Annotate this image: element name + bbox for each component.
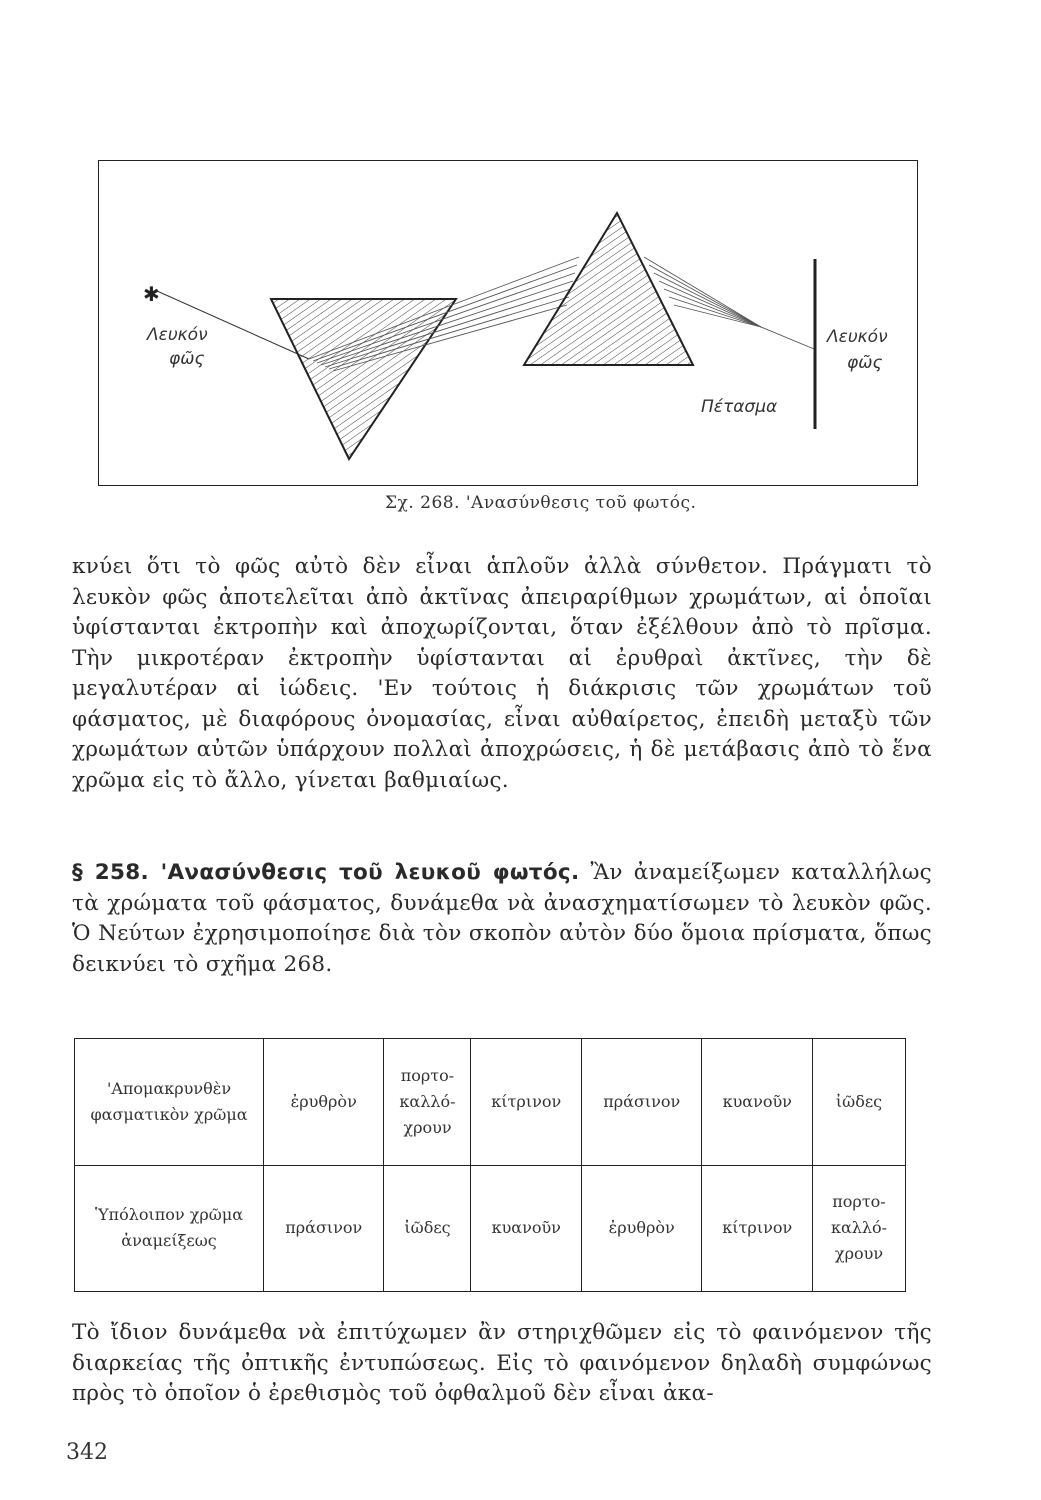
table-cell: κυανοῦν bbox=[471, 1165, 582, 1292]
table-cell: κυανοῦν bbox=[702, 1039, 813, 1166]
color-table bbox=[74, 1038, 906, 1292]
table-cell: κίτρινον bbox=[702, 1165, 813, 1292]
section-heading: § 258. 'Ανασύνθεσις τοῦ λευκοῦ φωτός. bbox=[72, 860, 580, 885]
table-cell: ἰῶδες bbox=[384, 1165, 471, 1292]
table-cell: κίτρινον bbox=[471, 1039, 582, 1166]
figure-caption: Σχ. 268. 'Ανασύνθεσις τοῦ φωτός. bbox=[385, 493, 697, 513]
inverted-prism bbox=[271, 299, 456, 459]
table-cell: πράσινον bbox=[581, 1039, 701, 1166]
table-row bbox=[75, 1039, 906, 1166]
page-number: 342 bbox=[66, 1440, 108, 1465]
right-label-1: Λευκόν bbox=[827, 327, 888, 347]
table-cell: πορτο-καλλό-χρουν bbox=[813, 1165, 906, 1292]
prism-diagram bbox=[99, 161, 919, 487]
row-header: 'Απομακρυνθὲν φασματικὸν χρῶμα bbox=[75, 1039, 264, 1166]
right-label-2: φῶς bbox=[847, 353, 883, 373]
light-source-icon: ✱ bbox=[143, 282, 160, 306]
paragraph-1: κνύει ὅτι τὸ φῶς αὐτὸ δὲν εἶναι ἁπλοῦν ἀλλὰ σύνθετον. Πράγματι τὸ λευκὸν φῶς ἀποτελεῖται ἀπὸ ἀκτῖνας ἀπειραρίθμων χρωμάτων, αἱ ὁποῖαι ὑφίστανται ἐκτροπὴν καὶ ἀποχωρίζονται, ὅταν ἐξέλθουν ἀπὸ τὸ πρῖσμα. Τὴν μικροτέραν ἐκτροπὴν ὑφίστανται αἱ ἐρυθραὶ ἀκτῖνες, τὴν δὲ μεγαλυτέραν αἱ ἰώδεις. 'Εν τούτοις ἡ διάκρισις τῶν χρωμάτων τοῦ φάσματος, μὲ διαφόρους ὀνομασίας, εἶναι αὐθαίρετος, ἐπειδὴ μεταξὺ τῶν χρωμάτων αὐτῶν ὑπάρχουν πολλαὶ ἀποχρώσεις, ἡ δὲ μετάβασις ἀπὸ τὸ ἕνα χρῶμα εἰς τὸ ἄλλο, γίνεται βαθμιαίως. bbox=[72, 554, 932, 793]
table-row bbox=[75, 1165, 906, 1292]
row-header: Ὑπόλοιπον χρῶμα ἀναμείξεως bbox=[75, 1165, 264, 1292]
left-label-2: φῶς bbox=[169, 349, 205, 369]
left-label-1: Λευκόν bbox=[147, 325, 208, 345]
table-cell: ἐρυθρὸν bbox=[581, 1165, 701, 1292]
paragraph-2: Τὸ ἴδιον δυνάμεθα νὰ ἐπιτύχωμεν ἂν στηριχθῶμεν εἰς τὸ φαινόμενον τῆς διαρκείας τῆς ὀπτικῆς ἐντυπώσεως. Εἰς τὸ φαινόμενον δηλαδὴ συμφώνως πρὸς τὸ ὁποῖον ὁ ἐρεθισμὸς τοῦ ὀφθαλμοῦ δὲν εἶναι ἀκα- bbox=[72, 1320, 932, 1406]
screen-label: Πέτασμα bbox=[701, 397, 778, 417]
table-cell: ἐρυθρὸν bbox=[264, 1039, 384, 1166]
table-cell: πράσινον bbox=[264, 1165, 384, 1292]
section-text: Ἂν ἀναμείξωμεν καταλλήλως τὰ χρώματα τοῦ φάσματος, δυνάμεθα νὰ ἀνασχηματίσωμεν τὸ λευκὸν φῶς. Ὁ Νεύτων ἐχρησιμοποίησε διὰ τὸν σκοπὸν αὐτὸν δύο ὅμοια πρίσματα, ὅπως δεικνύει τὸ σχῆμα 268. bbox=[72, 860, 933, 977]
section-258 bbox=[72, 858, 932, 980]
table-cell: πορτο-καλλό-χρουν bbox=[384, 1039, 471, 1166]
figure-268 bbox=[98, 160, 918, 486]
table-cell: ἰῶδες bbox=[813, 1039, 906, 1166]
